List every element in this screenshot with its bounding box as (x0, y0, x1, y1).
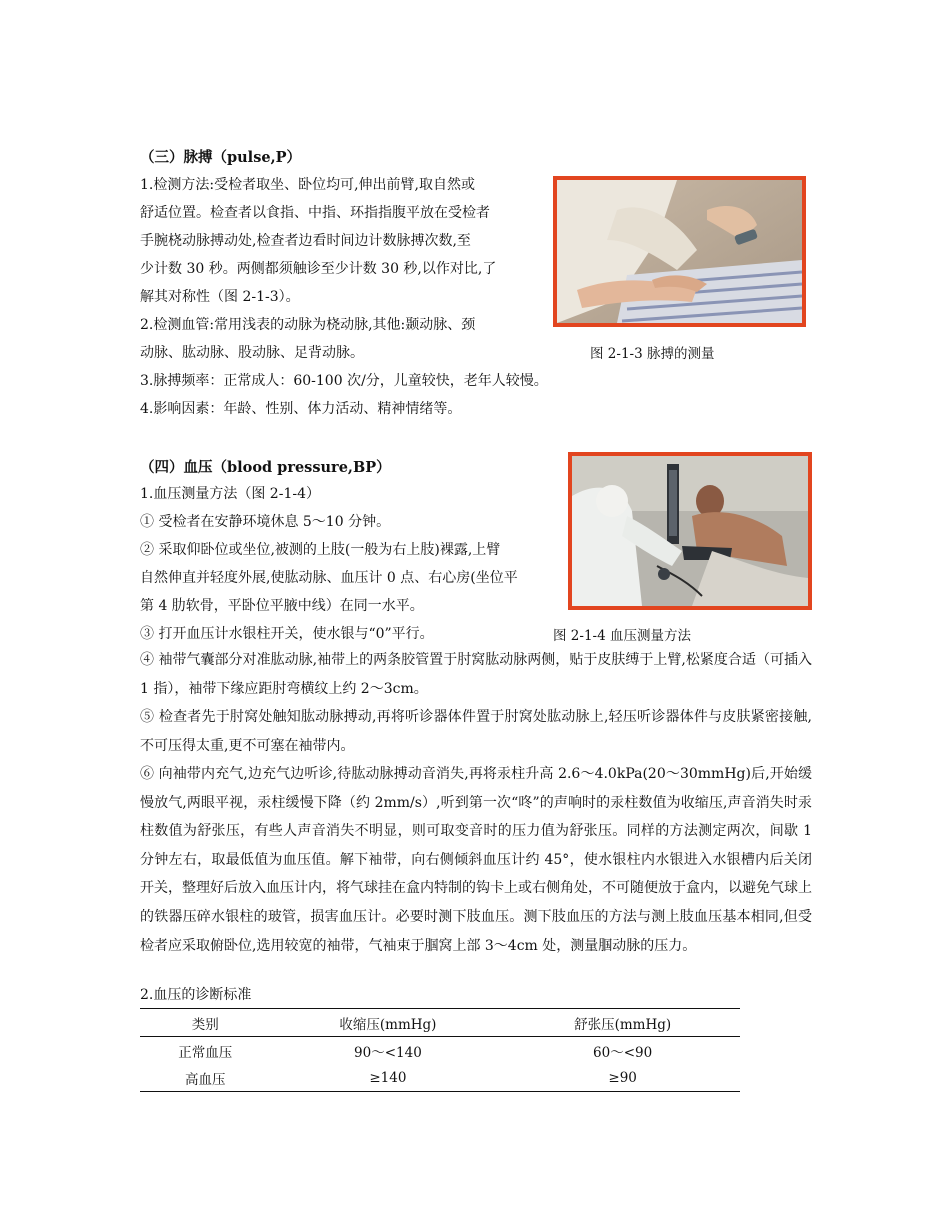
bp-method-title: 1.血压测量方法（图 2-1-4） (140, 486, 320, 502)
table-cell: ≥90 (505, 1064, 740, 1092)
table-cell: 高血压 (140, 1064, 271, 1092)
table-cell: 90～<140 (354, 1044, 422, 1061)
bp-step-3: ③ 打开血压计水银柱开关，使水银与“0”平行。 (140, 626, 434, 642)
bp-step-6: ⑥ 向袖带内充气,边充气边听诊,待肱动脉搏动音消失,再将汞柱升高 2.6～4.0kPa(20～30mmHg)后,开始缓慢放气,两眼平视，汞柱缓慢下降（约 2mm/s）,听到第一次“咚”的声响时的汞柱数值为收缩压,声音消失时汞柱数值为舒张压，有些人声音消失不明显，则可取变音时的压力值为舒张压。同样的方法测定两次，间歇 1 分钟左右，取最低值为血压值。解下袖带，向右侧倾斜血压计约 45°，使水银柱内水银进入水银槽内后关闭开关，整理好后放入血压计内，将气球挂在盒内特制的钩卡上或右侧角处，不可随便放于盒内，以避免气球上的铁器压碎水银柱的玻管，损害血压计。必要时测下肢血压。测下肢血压的方法与测上肢血压基本相同,但受检者应采取俯卧位,选用较宽的袖带，气袖束于腘窝上部 3～4cm 处，测量腘动脉的压力。 (140, 766, 812, 954)
pulse-rate: 3.脉搏频率：正常成人：60-100 次/分，儿童较快，老年人较慢。 (140, 373, 548, 389)
pulse-photo-illustration (557, 180, 802, 323)
table-header-row (140, 1009, 740, 1037)
pulse-vessel-line: 2.检测血管:常用浅表的动脉为桡动脉,其他:颞动脉、颈 (140, 317, 476, 333)
bp-step-5: ⑤ 检查者先于肘窝处触知肱动脉搏动,再将听诊器体件置于肘窝处肱动脉上,轻压听诊器体件与皮肤紧密接触,不可压得太重,更不可塞在袖带内。 (140, 709, 812, 754)
pulse-method-line: 少计数 30 秒。两侧都须触诊至少计数 30 秒,以作对比,了 (140, 261, 497, 277)
pulse-method-line: 舒适位置。检查者以食指、中指、环指指腹平放在受检者 (140, 205, 490, 221)
bp-heading: （四）血压（blood pressure,BP） (140, 459, 391, 476)
table-row (140, 1037, 740, 1065)
pulse-factors: 4.影响因素：年龄、性别、体力活动、精神情绪等。 (140, 401, 462, 417)
bp-step-2-line: ② 采取仰卧位或坐位,被测的上肢(一般为右上肢)裸露,上臂 (140, 542, 501, 558)
table-header-cell: 类别 (140, 1009, 271, 1037)
figure-2-1-4-caption: 图 2-1-4 血压测量方法 (553, 628, 691, 644)
bp-step-2-line: 自然伸直并轻度外展,使肱动脉、血压计 0 点、右心房(坐位平 (140, 570, 518, 586)
table-cell: 正常血压 (178, 1044, 233, 1061)
bp-photo-illustration (572, 456, 808, 606)
table-row (140, 1064, 740, 1092)
pulse-method-line: 1.检测方法:受检者取坐、卧位均可,伸出前臂,取自然或 (140, 177, 475, 193)
table-cell: ≥140 (271, 1064, 506, 1092)
bp-step-4: ④ 袖带气囊部分对准肱动脉,袖带上的两条胶管置于肘窝肱动脉两侧，贴于皮肤缚于上臂,松紧度合适（可插入 1 指），袖带下缘应距肘弯横纹上约 2～3cm。 (140, 652, 812, 697)
table-cell: 60～<90 (593, 1044, 653, 1061)
pulse-method-line: 解其对称性（图 2-1-3）。 (140, 289, 300, 305)
bp-measurement-photo (568, 452, 812, 610)
pulse-method-line: 手腕桡动脉搏动处,检查者边看时间边计数脉搏次数,至 (140, 233, 471, 249)
table-header-cell: 收缩压(mmHg) (271, 1009, 506, 1037)
bp-criteria-title: 2.血压的诊断标准 (140, 987, 252, 1003)
bp-step-2-line: 第 4 肋软骨，平卧位平腋中线）在同一水平。 (140, 598, 424, 614)
pulse-vessel-line: 动脉、肱动脉、股动脉、足背动脉。 (140, 345, 364, 361)
bp-criteria-table (140, 1008, 740, 1092)
pulse-heading: （三）脉搏（pulse,P） (140, 149, 302, 166)
figure-2-1-3-caption: 图 2-1-3 脉搏的测量 (590, 346, 715, 362)
table-header-cell: 舒张压(mmHg) (505, 1009, 740, 1037)
pulse-measurement-photo (553, 176, 806, 327)
bp-step-1: ① 受检者在安静环境休息 5～10 分钟。 (140, 514, 391, 530)
